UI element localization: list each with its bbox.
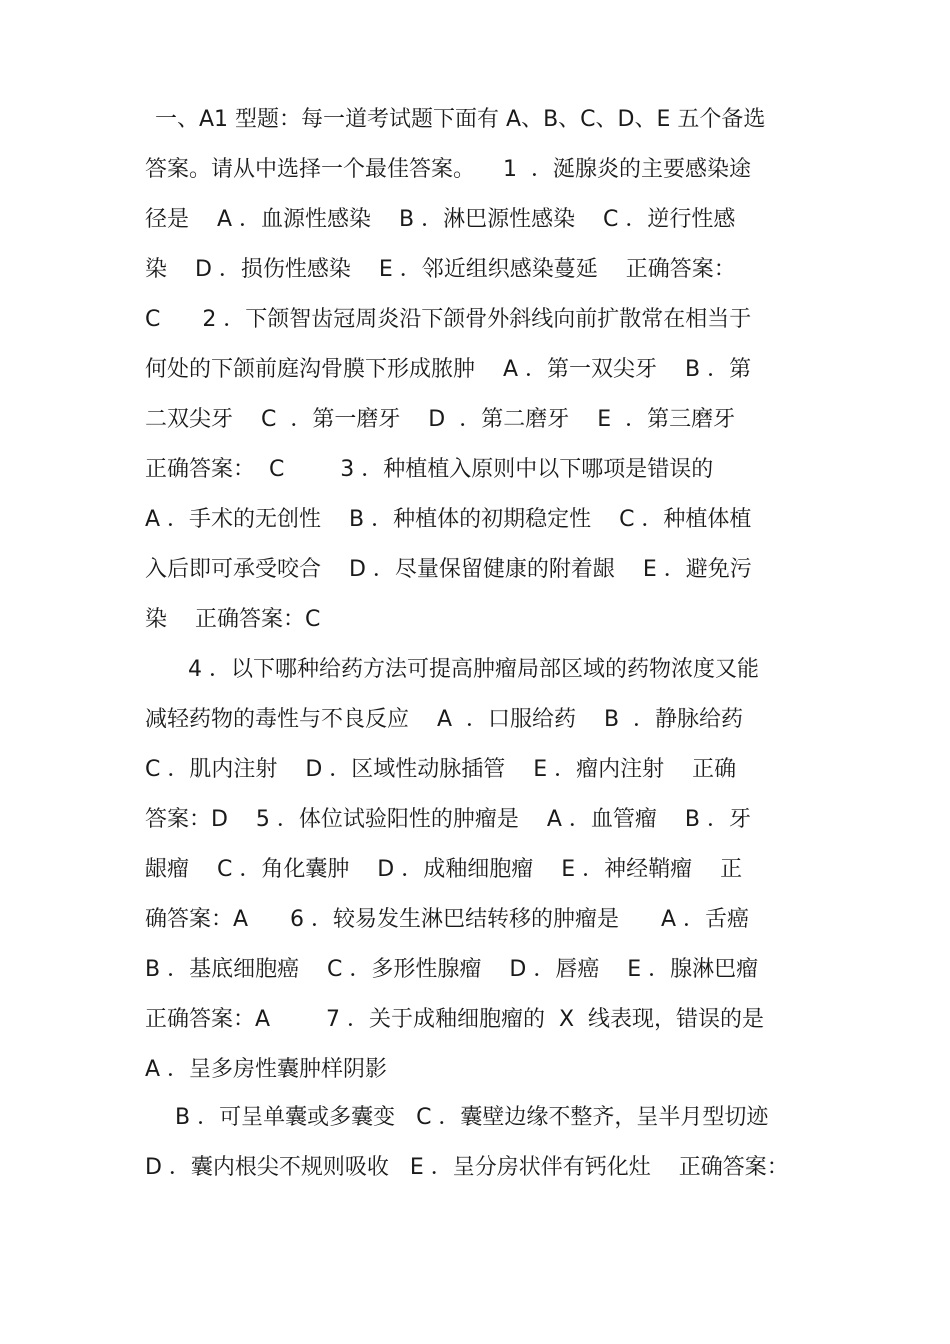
text-line-18: B ．基底细胞癌 C ．多形性腺瘤 D ．唇癌 E ．腺淋巴瘤: [145, 957, 759, 982]
text-line-13: 减轻药物的毒性与不良反应 A ．口服给药 B ．静脉给药: [145, 707, 744, 732]
text-line-12: 4 ．以下哪种给药方法可提高肿瘤局部区域的药物浓度又能: [188, 657, 759, 682]
text-line-20: A ．呈多房性囊肿样阴影: [145, 1057, 388, 1082]
text-line-21: B ．可呈单囊或多囊变 C ．囊壁边缘不整齐，呈半月型切迹: [175, 1105, 769, 1130]
text-line-10: 入后即可承受咬合 D ．尽量保留健康的附着龈 E ．避免污: [145, 557, 752, 582]
text-line-8: 正确答案： C 3 ．种植植入原则中以下哪项是错误的: [145, 457, 714, 482]
text-line-5: C 2 ．下颌智齿冠周炎沿下颌骨外斜线向前扩散常在相当于: [145, 307, 752, 332]
text-line-17: 确答案：A 6 ．较易发生淋巴结转移的肿瘤是 A ．舌癌: [145, 907, 750, 932]
text-line-9: A ．手术的无创性 B ．种植体的初期稳定性 C ．种植体植: [145, 507, 752, 532]
text-line-1: 一、A1 型题：每一道考试题下面有 A、B、C、D、E 五个备选: [155, 107, 766, 132]
text-line-22: D ．囊内根尖不规则吸收 E ．呈分房状伴有钙化灶 正确答案：: [145, 1155, 789, 1180]
text-line-19: 正确答案：A 7 ．关于成釉细胞瘤的 X 线表现，错误的是: [145, 1007, 765, 1032]
text-line-15: 答案：D 5 ．体位试验阳性的肿瘤是 A ．血管瘤 B ．牙: [145, 807, 751, 832]
text-line-16: 龈瘤 C ．角化囊肿 D ．成釉细胞瘤 E ．神经鞘瘤 正: [145, 857, 743, 882]
text-line-4: 染 D ．损伤性感染 E ．邻近组织感染蔓延 正确答案：: [145, 257, 736, 282]
text-line-7: 二双尖牙 C ．第一磨牙 D ．第二磨牙 E ．第三磨牙: [145, 407, 736, 432]
text-line-3: 径是 A ．血源性感染 B ．淋巴源性感染 C ．逆行性感: [145, 207, 736, 232]
text-line-2: 答案。请从中选择一个最佳答案。 1 ．涎腺炎的主要感染途: [145, 157, 751, 182]
text-line-11: 染 正确答案：C: [145, 607, 321, 632]
text-line-14: C ．肌内注射 D ．区域性动脉插管 E ．瘤内注射 正确: [145, 757, 737, 782]
text-line-6: 何处的下颌前庭沟骨膜下形成脓肿 A ．第一双尖牙 B ．第: [145, 357, 752, 382]
